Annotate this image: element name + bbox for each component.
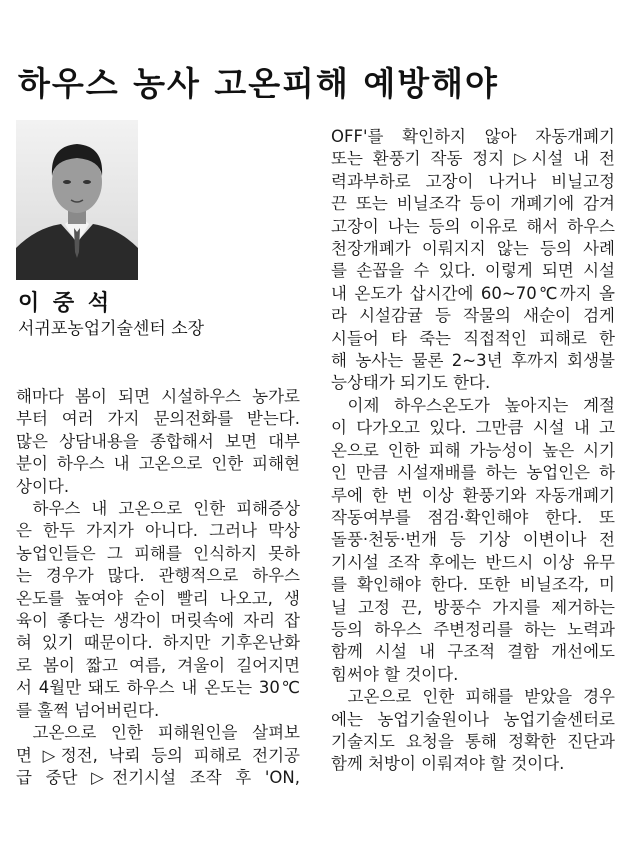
text-line: 하우스 내 고온으로 인한 피해증상 — [32, 499, 300, 519]
text-line: 능상태가 되기도 한다. — [331, 373, 491, 393]
text-line: 힘써야 할 것이다. — [331, 664, 459, 684]
text-line: 농업인들은 그 피해를 인식하지 못하 — [16, 543, 300, 563]
text-line: 작동여부를 점검·확인해야 한다. 또 — [331, 507, 615, 527]
text-line: 고장이 나는 등의 이유로 해서 하우스 — [331, 216, 615, 236]
article-body-left-column — [16, 386, 300, 789]
text-line: 상이다. — [16, 476, 70, 496]
author-portrait-image — [16, 120, 138, 280]
text-line: 분이 하우스 내 고온으로 인한 피해현 — [16, 454, 300, 474]
text-line: 돌풍·천둥·번개 등 기상 이변이나 전 — [331, 530, 615, 550]
text-line: 등의 하우스 주변정리를 하는 노력과 — [331, 619, 615, 639]
author-photo — [16, 120, 138, 280]
text-line: 닐 고정 끈, 방풍수 가지를 제거하는 — [331, 597, 615, 617]
paragraph-4 — [331, 395, 615, 686]
text-line: 기시설 조작 후에는 반드시 이상 유무 — [331, 552, 615, 572]
text-line: 를 손꼽을 수 있다. 이렇게 되면 시설 — [331, 261, 615, 281]
text-line: 해 농사는 물론 2~3년 후까지 회생불 — [331, 351, 615, 371]
text-line: 또는 환풍기 작동 정지 ▷시설 내 전 — [331, 149, 615, 169]
text-line: 서 4월만 돼도 하우스 내 온도는 30℃ — [16, 678, 300, 698]
text-line: 시들어 타 죽는 직접적인 피해로 한 — [331, 328, 615, 348]
text-line: 면 ▷정전, 낙뢰 등의 피해로 전기공 — [16, 745, 300, 765]
text-line: 인 만큼 시설재배를 하는 농업인은 하 — [331, 463, 615, 483]
text-line: 끈 또는 비닐조각 등이 개폐기에 감겨 — [331, 194, 615, 214]
text-line: 해마다 봄이 되면 시설하우스 농가로 — [16, 387, 300, 406]
text-line: 함께 시설 내 구조적 결함 개선에도 — [331, 642, 615, 662]
text-line: 를 훌쩍 넘어버린다. — [16, 700, 160, 720]
text-line: 고온으로 인한 피해원인을 살펴보 — [32, 723, 300, 743]
text-line: 를 확인해야 한다. 또한 비닐조각, 미 — [331, 575, 615, 595]
text-line: OFF'를 확인하지 않아 자동개폐기 — [331, 127, 615, 146]
text-line: 함께 처방이 이뤄져야 할 것이다. — [331, 754, 565, 774]
paragraph-1 — [16, 386, 300, 498]
text-line: 급 중단 ▷전기시설 조작 후 'ON, — [16, 767, 300, 787]
text-line: 루에 한 번 이상 환풍기와 자동개폐기 — [331, 485, 615, 505]
text-line: 는 경우가 많다. 관행적으로 하우스 — [16, 566, 300, 586]
text-line: 이제 하우스온도가 높아지는 계절 — [347, 395, 615, 415]
text-line: 라 시설감귤 등 작물의 새순이 검게 — [331, 306, 615, 326]
text-line: 내 온도가 삽시간에 60~70℃까지 올 — [331, 283, 615, 303]
paragraph-3 — [16, 722, 300, 789]
text-line: 온도를 높여야 순이 빨리 나오고, 생 — [16, 588, 300, 608]
text-line: 혀 있기 때문이다. 하지만 기후온난화 — [16, 633, 300, 653]
author-name: 이 중 석 — [18, 291, 113, 316]
text-line: 육이 좋다는 생각이 머릿속에 자리 잡 — [16, 611, 300, 631]
text-line: 기술지도 요청을 통해 정확한 진단과 — [331, 731, 615, 751]
text-line: 로 봄이 짧고 여름, 겨울이 길어지면 — [16, 655, 300, 675]
paragraph-3-continued — [331, 126, 615, 395]
text-line: 많은 상담내용을 종합해서 보면 대부 — [16, 431, 300, 451]
text-line: 이 다가오고 있다. 그만큼 시설 내 고 — [331, 418, 615, 438]
text-line: 에는 농업기술원이나 농업기술센터로 — [331, 709, 615, 729]
author-title: 서귀포농업기술센터 소장 — [18, 319, 205, 339]
text-line: 천장개폐가 이뤄지지 않는 등의 사례 — [331, 239, 615, 259]
paragraph-5 — [331, 686, 615, 776]
text-line: 은 한두 가지가 아니다. 그러나 막상 — [16, 521, 300, 541]
text-line: 력과부하로 고장이 나거나 비닐고정 — [331, 171, 615, 191]
article-body-right-column — [331, 126, 615, 776]
paragraph-2 — [16, 498, 300, 722]
article-headline: 하우스 농사 고온피해 예방해야 — [18, 64, 499, 103]
text-line: 온으로 인한 피해 가능성이 높은 시기 — [331, 440, 615, 460]
text-line: 고온으로 인한 피해를 받았을 경우 — [347, 687, 615, 707]
text-line: 부터 여러 가지 문의전화를 받는다. — [16, 409, 300, 429]
